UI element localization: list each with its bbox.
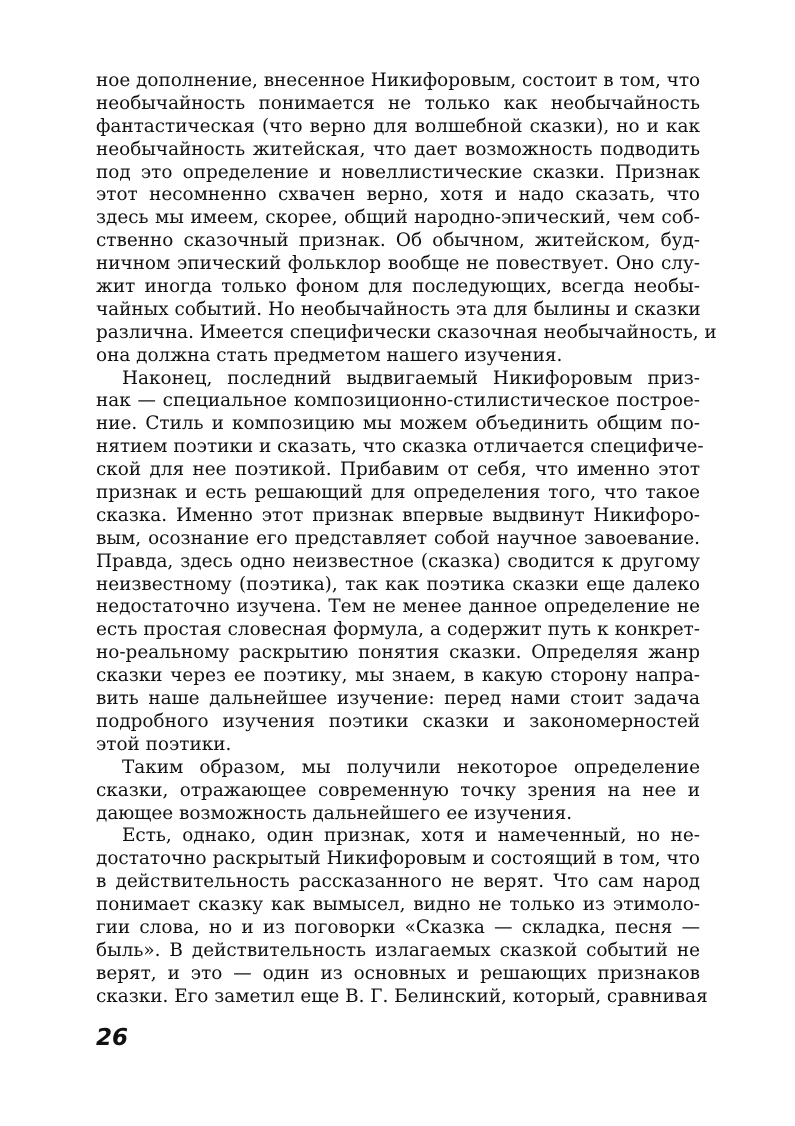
text-line: необычайность понимается не только как необычайность [96, 92, 700, 114]
text-line: ской для нее поэтикой. Прибавим от себя, что именно этот [96, 459, 700, 481]
text-line: дающее возможность дальнейшего ее изучения. [96, 802, 573, 824]
text-line: сказка. Именно этот признак впервые выдвинут Никифоро- [96, 504, 700, 526]
paragraph-4 [96, 825, 708, 1008]
text-line: достаточно раскрытый Никифоровым и состоящий в том, что [96, 848, 700, 870]
text-line: гии слова, но и из поговорки «Сказка — складка, песня — [96, 916, 700, 938]
text-line: нятием поэтики и сказать, что сказка отличается специфиче- [96, 436, 704, 458]
text-line: жит иногда только фоном для последующих, всегда необы- [96, 276, 700, 298]
text-line: Правда, здесь одно неизвестное (сказка) сводится к другому [96, 550, 700, 572]
text-line: Есть, однако, один признак, хотя и намеченный, но не- [122, 825, 700, 847]
text-line: вым, осознание его представляет собой научное завоевание. [96, 527, 700, 549]
text-line: различна. Имеется специфически сказочная необычайность, и [96, 321, 717, 343]
text-line: этой поэтики. [96, 733, 232, 755]
text-line: этот несомненно схвачен верно, хотя и надо сказать, что [96, 184, 700, 206]
text-line: Таким образом, мы получили некоторое определение [122, 756, 700, 778]
page-body [96, 70, 717, 1009]
paragraph-1 [96, 70, 717, 368]
text-line: вить наше дальнейшее изучение: перед нами стоит задача [96, 688, 700, 710]
text-line: в действительность рассказанного не верят. Что сам народ [96, 871, 700, 893]
text-line: необычайность житейская, что дает возможность подводить [96, 138, 700, 160]
paragraph-2 [96, 367, 704, 757]
text-line: сказки, отражающее современную точку зрения на нее и [96, 779, 700, 801]
text-line: сказки. Его заметил еще В. Г. Белинский, который, сравнивая [96, 985, 708, 1007]
paragraph-3 [96, 757, 700, 826]
text-line: недостаточно изучена. Тем не менее данное определение не [96, 596, 700, 618]
text-line: ние. Стиль и композицию мы можем объединить общим по- [96, 413, 700, 435]
text-line: под это определение и новеллистические сказки. Признак [96, 161, 700, 183]
text-line: здесь мы имеем, скорее, общий народно-эпический, чем соб- [96, 207, 700, 229]
text-line: она должна стать предметом нашего изучения. [96, 344, 563, 366]
text-line: ное дополнение, внесенное Никифоровым, состоит в том, что [96, 70, 701, 91]
text-line: нак — специальное композиционно-стилистическое построе- [96, 390, 700, 412]
text-line: быль». В действительность излагаемых сказкой событий не [96, 939, 700, 961]
text-line: неизвестному (поэтика), так как поэтика сказки еще далеко [96, 573, 700, 595]
text-line: Наконец, последний выдвигаемый Никифоровым приз- [122, 367, 700, 389]
text-line: понимает сказку как вымысел, видно не только из этимоло- [96, 894, 700, 916]
text-line: есть простая словесная формула, а содержит путь к конкрет- [96, 619, 700, 641]
text-line: ственно сказочный признак. Об обычном, житейском, буд- [96, 230, 700, 252]
text-line: фантастическая (что верно для волшебной сказки), но и как [96, 115, 700, 137]
page-number: 26 [96, 1025, 129, 1051]
text-line: сказки через ее поэтику, мы знаем, в какую сторону напра- [96, 665, 700, 687]
text-line: подробного изучения поэтики сказки и закономерностей [96, 710, 700, 732]
text-line: чайных событий. Но необычайность эта для былины и сказки [96, 298, 701, 320]
text-line: но-реальному раскрытию понятия сказки. Определяя жанр [96, 642, 700, 664]
text-line: признак и есть решающий для определения того, что такое [96, 482, 700, 504]
text-line: верят, и это — один из основных и решающих признаков [96, 962, 700, 984]
text-line: ничном эпический фольклор вообще не повествует. Оно слу- [96, 253, 700, 275]
